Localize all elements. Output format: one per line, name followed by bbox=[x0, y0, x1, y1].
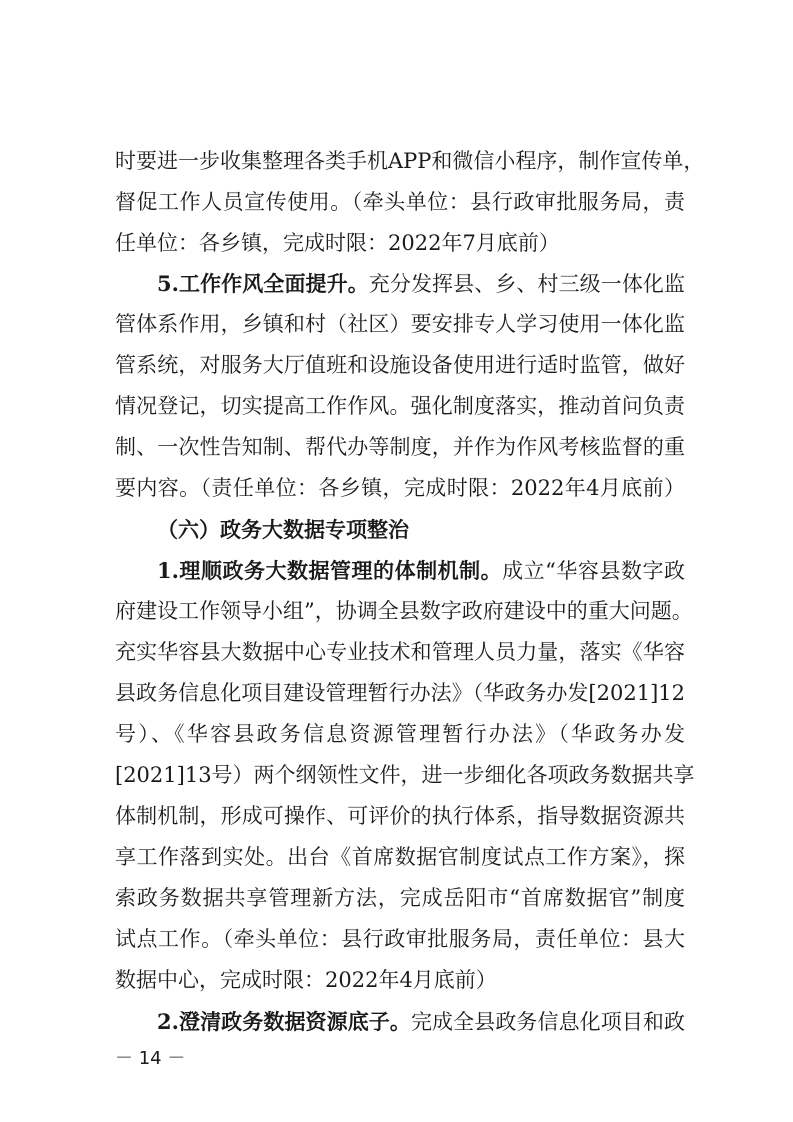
item-2-heading: 2.澄清政务数据资源底子。 bbox=[157, 1009, 411, 1034]
paragraph-line: 体制机制，形成可操作、可评价的执行体系，指导数据资源共 bbox=[115, 804, 685, 828]
item-2-first-line bbox=[157, 1011, 685, 1033]
paragraph-line: 管体系作用，乡镇和村（社区）要安排专人学习使用一体化监 bbox=[115, 312, 685, 336]
paragraph-line: 县政务信息化项目建设管理暂行办法》（华政务办发[2021]12 bbox=[115, 681, 685, 705]
paragraph-line: 督促工作人员宣传使用。（牵头单位：县行政审批服务局，责 bbox=[115, 190, 685, 214]
paragraph-line: 要内容。（责任单位：各乡镇，完成时限：2022年4月底前） bbox=[115, 476, 685, 500]
paragraph-line: 号）、《华容县政务信息资源管理暂行办法》（华政务办发 bbox=[115, 722, 685, 746]
item-5-text: 充分发挥县、乡、村三级一体化监 bbox=[368, 272, 685, 296]
item-1-heading: 1.理顺政务大数据管理的体制机制。 bbox=[157, 558, 503, 583]
item-5-first-line bbox=[157, 273, 685, 295]
paragraph-line: 享工作落到实处。出台《首席数据官制度试点工作方案》，探 bbox=[115, 845, 685, 869]
item-1-first-line bbox=[157, 560, 685, 582]
paragraph-line: 府建设工作领导小组”，协调全县数字政府建设中的重大问题。 bbox=[115, 599, 693, 623]
paragraph-line: 管系统，对服务大厅值班和设施设备使用进行适时监管，做好 bbox=[115, 353, 685, 377]
paragraph-line: 数据中心，完成时限：2022年4月底前） bbox=[115, 968, 497, 992]
item-1-text: 成立“华容县数字政 bbox=[502, 559, 685, 583]
paragraph-line: 任单位：各乡镇，完成时限：2022年7月底前） bbox=[115, 231, 560, 255]
paragraph-line: [2021]13号）两个纲领性文件，进一步细化各项政务数据共享 bbox=[115, 763, 695, 787]
paragraph-line: 时要进一步收集整理各类手机APP和微信小程序，制作宣传单， bbox=[115, 149, 705, 173]
paragraph-line: 情况登记，切实提高工作作风。强化制度落实，推动首问负责 bbox=[115, 394, 685, 418]
item-2-text: 完成全县政务信息化项目和政 bbox=[410, 1010, 686, 1034]
paragraph-line: 索政务数据共享管理新方法，完成岳阳市“首席数据官”制度 bbox=[115, 886, 685, 910]
item-5-heading: 5.工作作风全面提升。 bbox=[157, 271, 369, 296]
page-number: － 14 － bbox=[115, 1048, 186, 1069]
paragraph-line: 充实华容县大数据中心专业技术和管理人员力量，落实《华容 bbox=[115, 640, 685, 664]
paragraph-line: 制、一次性告知制、帮代办等制度，并作为作风考核监督的重 bbox=[115, 435, 685, 459]
paragraph-line: 试点工作。（牵头单位：县行政审批服务局，责任单位：县大 bbox=[115, 927, 685, 951]
section-6-heading: （六）政务大数据专项整治 bbox=[157, 517, 409, 542]
